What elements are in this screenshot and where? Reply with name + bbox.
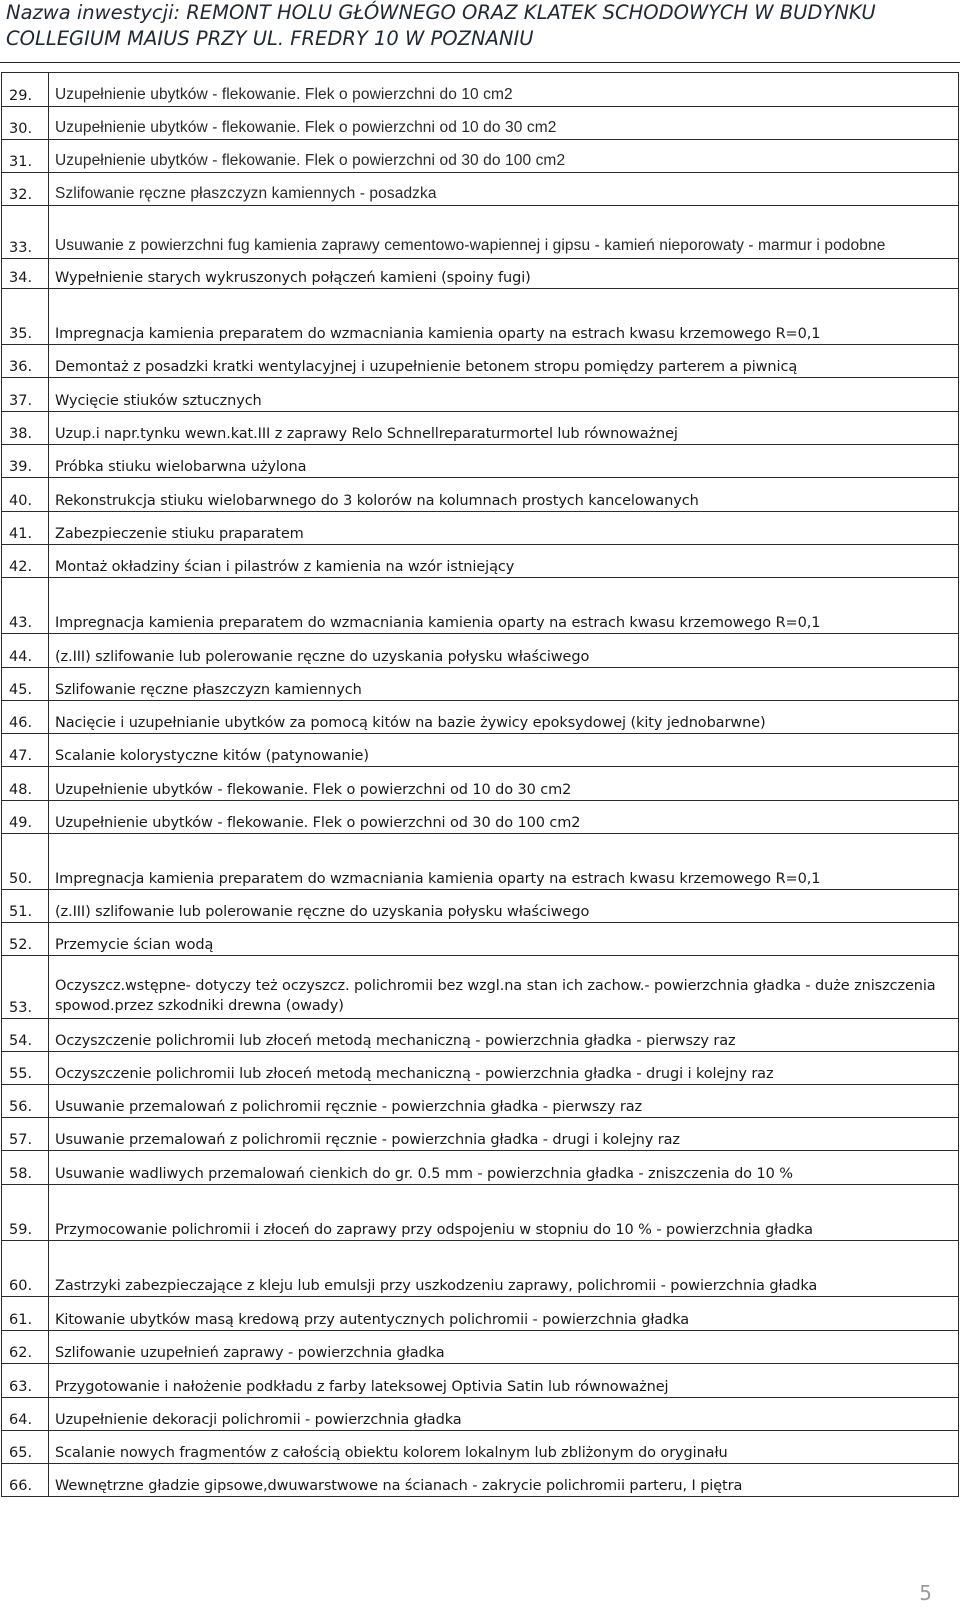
row-number: 66. (2, 1464, 49, 1497)
row-description: Szlifowanie uzupełnień zaprawy - powierzchnia gładka (49, 1331, 959, 1364)
table-row (2, 378, 959, 412)
row-number: 53. (2, 956, 49, 1019)
row-number: 47. (2, 734, 49, 767)
row-description: Uzupełnienie ubytków - flekowanie. Flek o powierzchni do 10 cm2 (49, 73, 959, 107)
table-row (2, 1019, 959, 1052)
row-number: 58. (2, 1151, 49, 1185)
row-number: 34. (2, 259, 49, 289)
row-number: 36. (2, 345, 49, 378)
table-row (2, 545, 959, 578)
table-row (2, 107, 959, 140)
header-divider (0, 62, 960, 63)
table-row (2, 701, 959, 734)
table-row (2, 668, 959, 701)
row-description: Wycięcie stiuków sztucznych (49, 378, 959, 412)
row-description: Zabezpieczenie stiuku praparatem (49, 512, 959, 545)
row-description: Impregnacja kamienia preparatem do wzmacniania kamienia oparty na estrach kwasu krzemowego R=0,1 (49, 834, 959, 890)
row-number: 29. (2, 73, 49, 107)
row-number: 45. (2, 668, 49, 701)
table-row (2, 956, 959, 1019)
row-description: Wewnętrzne gładzie gipsowe,dwuwarstwowe na ścianach - zakrycie polichromii parteru, I piętra (49, 1464, 959, 1497)
table-row (2, 890, 959, 923)
table-row (2, 1398, 959, 1431)
row-number: 44. (2, 634, 49, 668)
row-number: 46. (2, 701, 49, 734)
table-row (2, 140, 959, 173)
row-description: Rekonstrukcja stiuku wielobarwnego do 3 kolorów na kolumnach prostych kancelowanych (49, 478, 959, 512)
row-description: Impregnacja kamienia preparatem do wzmacniania kamienia oparty na estrach kwasu krzemowego R=0,1 (49, 289, 959, 345)
investment-title-line-1: Nazwa inwestycji: REMONT HOLU GŁÓWNEGO ORAZ KLATEK SCHODOWYCH W BUDYNKU (6, 1, 876, 24)
table-row (2, 1151, 959, 1185)
table-row (2, 73, 959, 107)
table-row (2, 512, 959, 545)
row-number: 52. (2, 923, 49, 956)
table-row (2, 1052, 959, 1085)
row-description: Szlifowanie ręczne płaszczyzn kamiennych - posadzka (49, 173, 959, 206)
row-description: Oczyszcz.wstępne- dotyczy też oczyszcz. polichromii bez wzgl.na stan ich zachow.- powierzchnia gładka - duże zniszczenia spowod.przez szkodniki drewna (owady) (49, 956, 959, 1019)
row-description: Usuwanie wadliwych przemalowań cienkich do gr. 0.5 mm - powierzchnia gładka - zniszczenia do 10 % (49, 1151, 959, 1185)
row-description: Scalanie nowych fragmentów z całością obiektu kolorem lokalnym lub zbliżonym do oryginału (49, 1431, 959, 1464)
table-row (2, 834, 959, 890)
row-number: 48. (2, 767, 49, 801)
row-number: 37. (2, 378, 49, 412)
row-description: Uzup.i napr.tynku wewn.kat.III z zaprawy Relo Schnellreparaturmortel lub równoważnej (49, 412, 959, 445)
row-description: Próbka stiuku wielobarwna użylona (49, 445, 959, 478)
table-row (2, 412, 959, 445)
row-number: 57. (2, 1118, 49, 1151)
table-row (2, 259, 959, 289)
table-row (2, 634, 959, 668)
table-row (2, 767, 959, 801)
table-row (2, 734, 959, 767)
row-number: 30. (2, 107, 49, 140)
table-row (2, 1331, 959, 1364)
row-number: 64. (2, 1398, 49, 1431)
row-number: 56. (2, 1085, 49, 1118)
table-row (2, 1297, 959, 1331)
row-number: 65. (2, 1431, 49, 1464)
row-description: Szlifowanie ręczne płaszczyzn kamiennych (49, 668, 959, 701)
row-number: 51. (2, 890, 49, 923)
row-number: 55. (2, 1052, 49, 1085)
row-number: 33. (2, 206, 49, 259)
row-description: Usuwanie przemalowań z polichromii ręcznie - powierzchnia gładka - pierwszy raz (49, 1085, 959, 1118)
row-description: Demontaż z posadzki kratki wentylacyjnej i uzupełnienie betonem stropu pomiędzy parterem a piwnicą (49, 345, 959, 378)
works-table (1, 72, 959, 1497)
row-description: (z.III) szlifowanie lub polerowanie ręczne do uzyskania połysku właściwego (49, 890, 959, 923)
row-description: Oczyszczenie polichromii lub złoceń metodą mechaniczną - powierzchnia gładka - drugi i kolejny raz (49, 1052, 959, 1085)
table-row (2, 206, 959, 259)
row-number: 60. (2, 1241, 49, 1297)
table-row (2, 478, 959, 512)
row-number: 40. (2, 478, 49, 512)
table-row (2, 445, 959, 478)
table-row (2, 923, 959, 956)
row-description: Wypełnienie starych wykruszonych połączeń kamieni (spoiny fugi) (49, 259, 959, 289)
row-number: 35. (2, 289, 49, 345)
row-description: Kitowanie ubytków masą kredową przy autentycznych polichromii - powierzchnia gładka (49, 1297, 959, 1331)
table-row (2, 1118, 959, 1151)
table-row (2, 1464, 959, 1497)
row-description: Przemycie ścian wodą (49, 923, 959, 956)
table-row (2, 1431, 959, 1464)
row-number: 43. (2, 578, 49, 634)
row-description: Uzupełnienie ubytków - flekowanie. Flek o powierzchni od 30 do 100 cm2 (49, 801, 959, 834)
row-description: Uzupełnienie ubytków - flekowanie. Flek o powierzchni od 30 do 100 cm2 (49, 140, 959, 173)
row-description: Impregnacja kamienia preparatem do wzmacniania kamienia oparty na estrach kwasu krzemowego R=0,1 (49, 578, 959, 634)
table-row (2, 345, 959, 378)
investment-title-line-2: COLLEGIUM MAIUS PRZY UL. FREDRY 10 W POZNANIU (6, 26, 534, 50)
row-description: Usuwanie z powierzchni fug kamienia zaprawy cementowo-wapiennej i gipsu - kamień nieporowaty - marmur i podobne (49, 206, 959, 259)
row-description: Usuwanie przemalowań z polichromii ręcznie - powierzchnia gładka - drugi i kolejny raz (49, 1118, 959, 1151)
page-number: 5 (919, 1581, 932, 1605)
table-row (2, 1364, 959, 1398)
table-row (2, 289, 959, 345)
row-number: 61. (2, 1297, 49, 1331)
row-description: Nacięcie i uzupełnianie ubytków za pomocą kitów na bazie żywicy epoksydowej (kity jednobarwne) (49, 701, 959, 734)
row-description: Montaż okładziny ścian i pilastrów z kamienia na wzór istniejący (49, 545, 959, 578)
row-description: Uzupełnienie dekoracji polichromii - powierzchnia gładka (49, 1398, 959, 1431)
row-number: 31. (2, 140, 49, 173)
row-number: 41. (2, 512, 49, 545)
row-number: 59. (2, 1185, 49, 1241)
table-row (2, 173, 959, 206)
row-description: Oczyszczenie polichromii lub złoceń metodą mechaniczną - powierzchnia gładka - pierwszy raz (49, 1019, 959, 1052)
table-row (2, 1185, 959, 1241)
row-description: Przygotowanie i nałożenie podkładu z farby lateksowej Optivia Satin lub równoważnej (49, 1364, 959, 1398)
row-number: 63. (2, 1364, 49, 1398)
row-number: 54. (2, 1019, 49, 1052)
row-number: 32. (2, 173, 49, 206)
row-number: 42. (2, 545, 49, 578)
table-row (2, 801, 959, 834)
document-header (6, 0, 946, 51)
table-row (2, 1085, 959, 1118)
row-number: 50. (2, 834, 49, 890)
row-number: 38. (2, 412, 49, 445)
table-row (2, 1241, 959, 1297)
row-description: Przymocowanie polichromii i złoceń do zaprawy przy odspojeniu w stopniu do 10 % - powierzchnia gładka (49, 1185, 959, 1241)
row-description: Uzupełnienie ubytków - flekowanie. Flek o powierzchni od 10 do 30 cm2 (49, 107, 959, 140)
row-description: Uzupełnienie ubytków - flekowanie. Flek o powierzchni od 10 do 30 cm2 (49, 767, 959, 801)
table-row (2, 578, 959, 634)
row-number: 49. (2, 801, 49, 834)
row-number: 62. (2, 1331, 49, 1364)
row-description: Zastrzyki zabezpieczające z kleju lub emulsji przy uszkodzeniu zaprawy, polichromii - powierzchnia gładka (49, 1241, 959, 1297)
row-number: 39. (2, 445, 49, 478)
row-description: (z.III) szlifowanie lub polerowanie ręczne do uzyskania połysku właściwego (49, 634, 959, 668)
row-description: Scalanie kolorystyczne kitów (patynowanie) (49, 734, 959, 767)
